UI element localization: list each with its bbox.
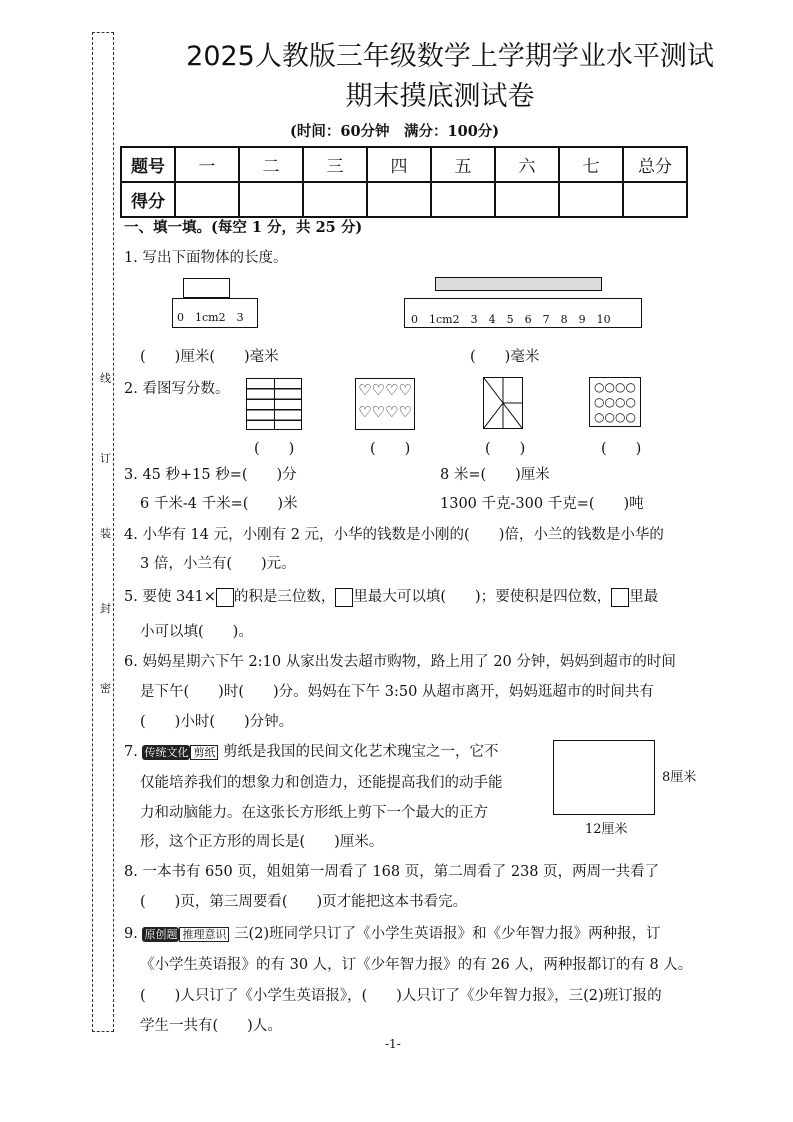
page-subtitle: 期末摸底测试卷 xyxy=(345,81,535,112)
header-cell: 一 xyxy=(175,147,239,182)
question-7-cont: 仅能培养我们的想象力和创造力，还能提高我们的动手能 xyxy=(140,775,503,791)
question-5 xyxy=(124,585,658,607)
answer-blank[interactable]: ( ) xyxy=(370,441,411,457)
row-label: 得分 xyxy=(121,182,175,217)
question-9-cont: 《小学生英语报》的有 30 人，订《少年智力报》的有 26 人，两种报都订的有 8 人。 xyxy=(140,957,693,973)
q9-number: 9. xyxy=(124,926,138,942)
rectangle-figure xyxy=(553,740,655,815)
blank-box[interactable] xyxy=(335,588,353,607)
page-number: -1- xyxy=(385,1037,401,1051)
ruler-2: 0 1cm2 3 4 5 6 7 8 9 10 xyxy=(404,298,642,328)
question-6-cont: ( )小时( )分钟。 xyxy=(140,714,294,730)
answer-blank[interactable]: ( ) xyxy=(254,441,295,457)
rect-height-label: 8厘米 xyxy=(662,770,697,785)
q7-text: 剪纸是我国的民间文化艺术瑰宝之一，它不 xyxy=(223,744,499,760)
q9-text: 三(2)班同学只订了《小学生英语报》和《少年智力报》两种报，订 xyxy=(234,926,661,942)
header-cell: 总分 xyxy=(623,147,687,182)
circles-row: ○○○○ xyxy=(594,380,636,394)
blank-box[interactable] xyxy=(216,588,234,607)
question-5-cont: 小可以填( )。 xyxy=(140,624,253,640)
grid-figure xyxy=(246,378,302,430)
answer-blank[interactable]: ( )毫米 xyxy=(470,349,540,365)
q7-number: 7. xyxy=(124,744,138,760)
question-2: 2. 看图写分数。 xyxy=(124,381,230,397)
hearts-row: ♡♡♡♡ xyxy=(358,403,412,421)
margin-mark: 线 xyxy=(100,372,111,385)
question-8-cont: ( )页，第三周要看( )页才能把这本书看完。 xyxy=(140,894,468,910)
hearts-row: ♡♡♡♡ xyxy=(358,381,412,399)
hearts-figure xyxy=(355,378,415,430)
question-6-cont: 是下午( )时( )分。妈妈在下午 3:50 从超市离开，妈妈逛超市的时间共有 xyxy=(140,684,654,700)
question-4-cont: 3 倍，小兰有( )元。 xyxy=(140,556,296,572)
answer-blank[interactable]: ( ) xyxy=(601,441,642,457)
header-cell: 六 xyxy=(495,147,559,182)
q5-text: 里最 xyxy=(629,589,659,605)
question-3d: 1300 千克-300 千克=( )吨 xyxy=(440,496,644,512)
question-9 xyxy=(124,922,661,943)
tag-badge: 推理意识 xyxy=(179,927,229,942)
question-3b: 8 米=( )厘米 xyxy=(440,467,550,483)
question-7-cont: 力和动脑能力。在这张长方形纸上剪下一个最大的正方 xyxy=(140,805,488,821)
eraser-figure xyxy=(183,278,230,298)
answer-blank[interactable]: ( )厘米( )毫米 xyxy=(140,349,279,365)
header-cell: 三 xyxy=(303,147,367,182)
blank-box[interactable] xyxy=(611,588,629,607)
tag-badge: 原创题 xyxy=(144,928,178,941)
triangle-figure xyxy=(483,377,523,429)
header-cell: 二 xyxy=(239,147,303,182)
question-9-cont: 学生一共有( )人。 xyxy=(140,1018,282,1034)
question-9-cont: ( )人只订了《小学生英语报》，( )人只订了《少年智力报》，三(2)班订报的 xyxy=(140,988,662,1004)
score-cell[interactable] xyxy=(175,182,239,217)
question-6: 6. 妈妈星期六下午 2:10 从家出发去超市购物，路上用了 20 分钟，妈妈到超市的时间 xyxy=(124,654,676,670)
header-cell: 七 xyxy=(559,147,623,182)
question-3a: 3. 45 秒+15 秒=( )分 xyxy=(124,467,297,483)
q5-text: 的积是三位数， xyxy=(233,589,336,605)
tag-badge: 传统文化 xyxy=(144,746,189,759)
circles-row: ○○○○ xyxy=(594,410,636,424)
pencil-figure xyxy=(435,277,602,291)
score-cell[interactable] xyxy=(303,182,367,217)
score-cell[interactable] xyxy=(431,182,495,217)
q5-text: 5. 要使 341× xyxy=(124,589,216,605)
question-7-cont: 形，这个正方形的周长是( )厘米。 xyxy=(140,834,384,850)
score-cell[interactable] xyxy=(367,182,431,217)
tag-badge: 剪纸 xyxy=(190,745,218,760)
margin-mark: 封 xyxy=(100,602,111,615)
page-title: 2025人教版三年级数学上学期学业水平测试 xyxy=(186,41,714,72)
ruler-1: 0 1cm2 3 xyxy=(172,298,258,328)
circles-figure xyxy=(589,377,641,427)
header-cell: 五 xyxy=(431,147,495,182)
exam-meta: (时间：60分钟 满分：100分) xyxy=(290,123,500,140)
score-cell[interactable] xyxy=(495,182,559,217)
circles-row: ○○○○ xyxy=(594,395,636,409)
header-cell: 题号 xyxy=(121,147,175,182)
score-cell[interactable] xyxy=(559,182,623,217)
margin-mark: 装 xyxy=(100,527,111,540)
answer-blank[interactable]: ( ) xyxy=(485,441,526,457)
question-7 xyxy=(124,740,499,761)
score-cell[interactable] xyxy=(623,182,687,217)
rect-width-label: 12厘米 xyxy=(585,822,628,837)
score-table xyxy=(120,146,688,218)
margin-mark: 订 xyxy=(100,452,111,465)
header-cell: 四 xyxy=(367,147,431,182)
margin-mark: 密 xyxy=(100,682,111,695)
question-8: 8. 一本书有 650 页，姐姐第一周看了 168 页，第二周看了 238 页，两周一共看了 xyxy=(124,864,660,880)
question-1: 1. 写出下面物体的长度。 xyxy=(124,250,288,266)
question-3c: 6 千米-4 千米=( )米 xyxy=(140,496,298,512)
q5-text: 里最大可以填( )；要使积是四位数， xyxy=(353,589,612,605)
section-heading: 一、填一填。(每空 1 分，共 25 分) xyxy=(124,219,363,236)
score-cell[interactable] xyxy=(239,182,303,217)
question-4: 4. 小华有 14 元，小刚有 2 元，小华的钱数是小刚的( )倍，小兰的钱数是小华的 xyxy=(124,527,664,543)
